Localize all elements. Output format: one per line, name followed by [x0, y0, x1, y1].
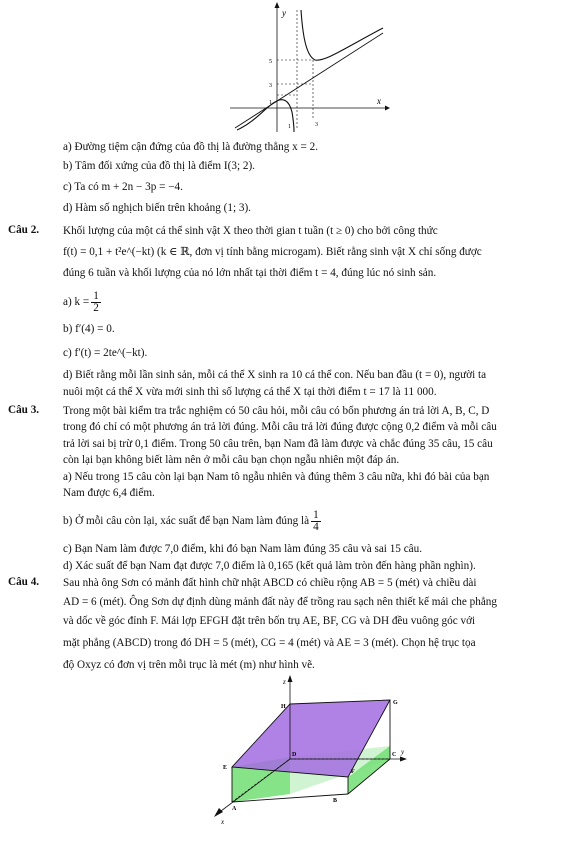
q3-line2: trong đó chỉ có một phương án trả lời đúng. Mỗi câu trả lời đúng được cộng 0,2 điểm và mỗi câu [63, 421, 497, 433]
point-H: H [281, 704, 286, 710]
q4-line5: độ Oxyz có đơn vị trên mỗi trục là mét (m) như hình vẽ. [63, 659, 315, 671]
y-axis-label: y [282, 8, 286, 18]
q1-option-a: a) Đường tiệm cận đứng của đồ thị là đường thẳng x = 2. [63, 141, 319, 153]
q3-option-a-line2: Nam được 6,4 điểm. [63, 487, 155, 499]
point-B: B [333, 798, 338, 804]
q3-line3: trả lời sai bị trừ 0,1 điểm. Trong 50 câu trên, bạn Nam đã làm được và chắc đúng 35 câu, 15 câu [63, 438, 493, 450]
q3-label: Câu 3. [8, 404, 40, 416]
point-E: E [223, 765, 228, 771]
q2-option-d-line2: nuôi một cá thể X vừa mới sinh thì số lượng cá thể X tại thời điểm t = 17 là 11 000. [63, 386, 437, 398]
q2-label: Câu 2. [8, 224, 40, 236]
q4-line3: và dốc về góc đỉnh F. Mái lợp EFGH đặt trên bốn trụ AE, BF, CG và DH đều vuông góc với [63, 615, 476, 627]
axis-x-label: x [221, 818, 225, 826]
q2-line2: f(t) = 0,1 + t²e^(−kt) (k ∈ ℝ, đơn vị tính bằng microgam). Biết rằng sinh vật X chỉ sống được [63, 246, 482, 258]
x-axis-label: x [377, 96, 381, 106]
q2-option-c: c) f′(t) = 2te^(−kt). [63, 347, 148, 359]
q2-option-b: b) f′(4) = 0. [63, 323, 115, 335]
function-graph [225, 0, 390, 135]
q4-line1: Sau nhà ông Sơn có mảnh đất hình chữ nhật ABCD có chiều rộng AB = 5 (mét) và chiều dài [63, 577, 477, 589]
point-C: C [392, 752, 397, 758]
tick-y-5: 5 [269, 59, 272, 65]
q1-option-c: c) Ta có m + 2n − 3p = −4. [63, 181, 183, 193]
q2-option-d-line1: d) Biết rằng mỗi lần sinh sản, mỗi cá thể X sinh ra 10 cá thể con. Nếu ban đầu (t = 0), người ta [63, 369, 487, 381]
q2-option-a-fraction [91, 291, 101, 314]
q2-option-a-text: a) k = [63, 296, 90, 308]
q3-line1: Trong một bài kiểm tra trắc nghiệm có 50 câu hỏi, mỗi câu có bốn phương án trả lời A, B, C, D [63, 405, 490, 417]
frac-den: 4 [313, 520, 319, 533]
tick-x-1: 1 [288, 124, 291, 130]
q1-option-d: d) Hàm số nghịch biến trên khoảng (1; 3). [63, 202, 251, 214]
point-D: D [292, 752, 297, 758]
q3-option-b-text: b) Ở mỗi câu còn lại, xác suất để bạn Nam làm đúng là [63, 515, 310, 527]
q4-line4: mặt phẳng (ABCD) trong đó DH = 5 (mét), CG = 4 (mét) và AE = 3 (mét). Chọn hệ trục tọa [63, 637, 476, 649]
tick-y-1: 1 [269, 100, 272, 106]
tick-x-3: 3 [315, 122, 318, 128]
q3-option-b-fraction [311, 510, 321, 533]
q3-line4: còn lại bạn không biết làm nên ở mỗi câu bạn chọn ngẫu nhiên một đáp án. [63, 454, 400, 466]
axis-y-label: y [401, 748, 405, 756]
roof-figure [205, 674, 420, 839]
point-A: A [232, 806, 237, 812]
frac-num: 1 [313, 508, 319, 521]
q3-option-a-line1: a) Nếu trong 15 câu còn lại bạn Nam tô ngẫu nhiên và đúng thêm 3 câu nữa, khi đó bài của bạn [63, 471, 490, 483]
tick-y-3: 3 [269, 83, 272, 89]
q3-option-d: d) Xác suất để bạn Nam đạt được 7,0 điểm là 0,165 (kết quả làm tròn đến hàng phần nghìn). [63, 560, 476, 572]
q2-line3: đúng 6 tuần và khối lượng của nó lớn nhất tại thời điểm t = 4, đúng lúc nó sinh sản. [63, 267, 437, 279]
axis-z-label: z [283, 678, 286, 686]
q4-label: Câu 4. [8, 576, 40, 588]
frac-num: 1 [93, 289, 99, 302]
frac-den: 2 [93, 301, 99, 314]
q3-option-c: c) Bạn Nam làm được 7,0 điểm, khi đó bạn Nam làm đúng 35 câu và sai 15 câu. [63, 543, 423, 555]
q2-option-a [63, 288, 561, 316]
point-F: F [351, 769, 355, 775]
q4-line2: AD = 6 (mét). Ông Sơn dự định dùng mảnh đất này để trồng rau sạch nên thiết kế mái che phẳng [63, 596, 497, 608]
q1-option-b: b) Tâm đối xứng của đồ thị là điểm I(3; 2). [63, 160, 255, 172]
q2-line1: Khối lượng của một cá thể sinh vật X theo thời gian t tuần (t ≥ 0) cho bởi công thức [63, 225, 438, 237]
point-G: G [393, 700, 398, 706]
q3-option-b [63, 506, 561, 536]
